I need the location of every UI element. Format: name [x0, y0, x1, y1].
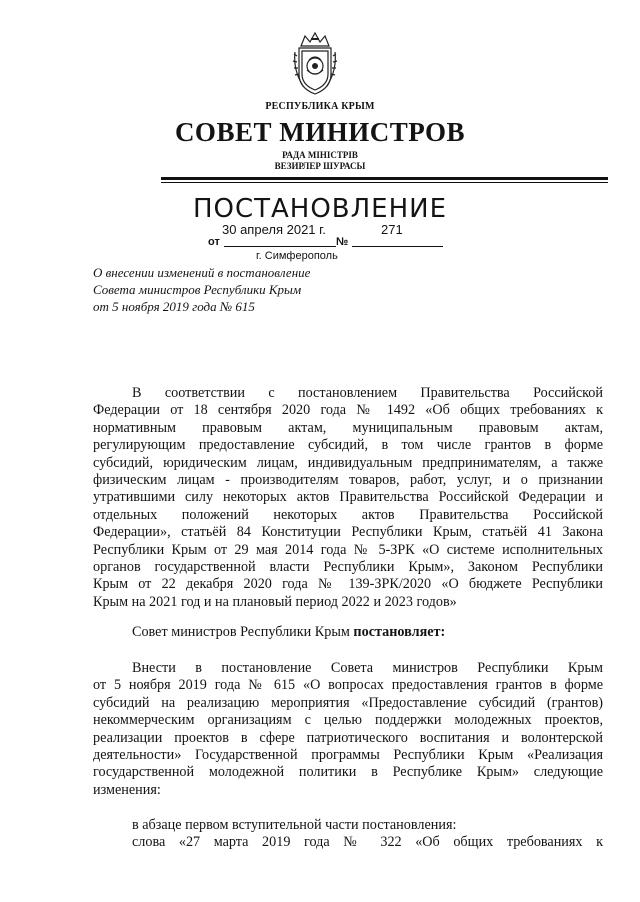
subject-line: Совета министров Республики Крым: [93, 282, 302, 297]
region-name: РЕСПУБЛИКА КРЫМ: [265, 101, 375, 112]
resolve-text: Совет министров Республики Крым: [132, 624, 354, 640]
amendment-line: деятельности» Государственной программы Республики Крым «Реализация: [93, 747, 603, 764]
subject-line: от 5 ноября 2019 года № 615: [93, 299, 255, 314]
preamble-line: субсидий, юридическим лицам, индивидуальным предпринимателям, а также: [93, 454, 603, 471]
preamble-line: В соответствии с постановлением Правительства Российской: [132, 385, 603, 401]
preamble-line: Федерации», статьёй 84 Конституции Республики Крым, статьёй 41 Закона: [93, 524, 603, 541]
number-label: №: [336, 236, 349, 248]
amendment-line: некоммерческим организациям с целью поддержки молодежных проектов,: [93, 712, 603, 729]
amendment-line: от 5 ноября 2019 года № 615 «О вопросах предоставления грантов в форме: [93, 677, 603, 694]
preamble-line: Федерации от 18 сентября 2020 года № 1492 «Об общих требованиях к: [93, 402, 603, 419]
item-line: в абзаце первом вступительной части постановления:: [132, 817, 457, 833]
preamble-line: отдельных положений некоторых актов Правительства Российской: [93, 506, 603, 523]
item-paragraph: [93, 817, 603, 852]
amendment-line: государственной молодежной политики в Республике Крым» следующие: [93, 764, 603, 781]
issuer-subtitles: [0, 150, 640, 172]
amendment-line: реализации проектов в сфере патриотического воспитания и волонтерской: [93, 729, 603, 746]
issuer-subtitle-crh: ВЕЗИРЛЕР ШУРАСЫ: [274, 161, 366, 171]
coat-of-arms-icon: [291, 30, 339, 96]
header-divider-thin: [161, 182, 608, 183]
header-divider-thick: [161, 177, 608, 180]
amendment-line: Внести в постановление Совета министров Республики Крым: [132, 660, 603, 676]
document-number: 271: [381, 222, 403, 237]
preamble-line: Крым от 22 декабря 2020 года № 139-ЗРК/2020 «О бюджете Республики: [93, 576, 603, 593]
document-date: 30 апреля 2021 г.: [222, 222, 326, 237]
preamble-line: органов государственной власти Республики Крым», Законом Республики: [93, 559, 603, 576]
preamble-line: утратившими силу некоторых актов Правительства Российской Федерации и: [93, 489, 603, 506]
from-label: от: [208, 236, 220, 248]
document-type: ПОСТАНОВЛЕНИЕ: [192, 194, 448, 224]
document-subject: [93, 264, 393, 315]
preamble-line: регулирующим предоставление субсидий, в том числе грантов в форме: [93, 437, 603, 454]
issuer-subtitle-ua: РАДА МІНІСТРІВ: [282, 150, 358, 160]
issue-city: г. Симферополь: [256, 250, 338, 262]
resolve-paragraph: [93, 624, 603, 641]
amendment-paragraph: [93, 660, 603, 799]
preamble-line: Республики Крым от 29 мая 2014 года № 5-ЗРК «О системе исполнительных: [93, 541, 603, 558]
resolve-keyword: постановляет:: [353, 624, 446, 640]
number-underline: [352, 246, 443, 247]
subject-line: О внесении изменений в постановление: [93, 265, 311, 280]
preamble-line: физическим лицам - производителям товаров, работ, услуг, и о признании: [93, 472, 603, 489]
item-line: слова «27 марта 2019 года № 322 «Об общих требованиях к: [132, 834, 603, 851]
resolve-line: [93, 624, 603, 641]
preamble-line: нормативным правовым актам, муниципальным правовым актам,: [93, 419, 603, 436]
amendment-line: субсидий на реализацию мероприятия «Предоставление субсидий (грантов): [93, 694, 603, 711]
preamble-paragraph: [93, 385, 603, 611]
date-underline: [224, 246, 336, 247]
date-number-line: [208, 222, 448, 248]
amendment-line: изменения:: [93, 781, 161, 798]
preamble-line: Крым на 2021 год и на плановый период 2022 и 2023 годов»: [93, 593, 457, 610]
issuer-title: СОВЕТ МИНИСТРОВ: [174, 117, 466, 147]
